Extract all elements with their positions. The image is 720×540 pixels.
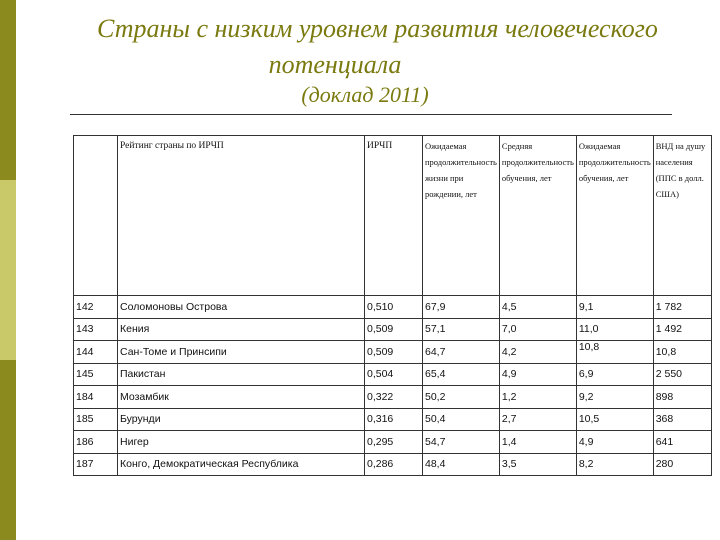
table-cell: 50,2 (423, 386, 500, 409)
header-cell: ВНД на душу населения (ППС в долл. США) (653, 136, 711, 296)
table-cell: 50,4 (423, 408, 500, 431)
table-cell: 0,322 (365, 386, 423, 409)
table-cell: Нигер (118, 431, 365, 454)
table-cell: 0,509 (365, 318, 423, 341)
table-cell: 4,9 (499, 363, 576, 386)
side-bar-bottom (0, 360, 16, 540)
table-cell: 4,2 (499, 341, 576, 364)
table-cell: 0,286 (365, 453, 423, 476)
slide-title-line-3: (доклад 2011) (301, 82, 429, 107)
table-row (74, 431, 712, 454)
table-row (74, 453, 712, 476)
side-bar-middle (0, 180, 16, 360)
table-cell: 368 (653, 408, 711, 431)
table-cell: 145 (74, 363, 118, 386)
table-row (74, 386, 712, 409)
table-row (74, 408, 712, 431)
table-row (74, 363, 712, 386)
table-row (74, 341, 712, 364)
table-cell: Пакистан (118, 363, 365, 386)
table-cell: 1 782 (653, 296, 711, 319)
table-cell: 10,8 (576, 341, 653, 364)
table-cell: 186 (74, 431, 118, 454)
hdi-table (73, 135, 712, 476)
table-cell: 2 550 (653, 363, 711, 386)
table-cell: 54,7 (423, 431, 500, 454)
table-cell: 48,4 (423, 453, 500, 476)
table-cell: 57,1 (423, 318, 500, 341)
table-cell: 4,5 (499, 296, 576, 319)
table-cell: Конго, Демократическая Республика (118, 453, 365, 476)
header-cell (74, 136, 118, 296)
table-cell: 64,7 (423, 341, 500, 364)
table-cell: Мозамбик (118, 386, 365, 409)
table-cell: 0,504 (365, 363, 423, 386)
slide-title-line-1: Страны с низким уровнем развития человеческого (97, 14, 658, 43)
table-cell: 10,5 (576, 408, 653, 431)
table-cell: 9,2 (576, 386, 653, 409)
table-cell: 184 (74, 386, 118, 409)
table-cell: 65,4 (423, 363, 500, 386)
table-cell: 3,5 (499, 453, 576, 476)
table-cell: 142 (74, 296, 118, 319)
table-cell: 9,1 (576, 296, 653, 319)
table-row (74, 296, 712, 319)
table-cell: Соломоновы Острова (118, 296, 365, 319)
table-cell: 641 (653, 431, 711, 454)
table-cell: 185 (74, 408, 118, 431)
table-cell: 7,0 (499, 318, 576, 341)
table-cell: 0,295 (365, 431, 423, 454)
table-cell: 2,7 (499, 408, 576, 431)
header-cell: Рейтинг страны по ИРЧП (118, 136, 365, 296)
table-cell: 8,2 (576, 453, 653, 476)
header-cell: ИРЧП (365, 136, 423, 296)
table-cell: Сан-Томе и Принсипи (118, 341, 365, 364)
header-cell: Ожидаемая продолжительность жизни при рождении, лет (423, 136, 500, 296)
table-cell: 0,509 (365, 341, 423, 364)
table-cell: 1,4 (499, 431, 576, 454)
header-cell: Ожидаемая продолжительность обучения, лет (576, 136, 653, 296)
title-underline (70, 114, 672, 115)
table-cell: 1 492 (653, 318, 711, 341)
table-cell: 4,9 (576, 431, 653, 454)
table-header-row (74, 136, 712, 296)
table-cell: 144 (74, 341, 118, 364)
table-cell: 898 (653, 386, 711, 409)
table-cell: 10,8 (653, 341, 711, 364)
table-cell: 1,2 (499, 386, 576, 409)
table-cell: 0,510 (365, 296, 423, 319)
table-cell: Бурунди (118, 408, 365, 431)
table-cell: 187 (74, 453, 118, 476)
header-cell: Средняя продолжительность обучения, лет (499, 136, 576, 296)
table-row (74, 318, 712, 341)
table-cell: 280 (653, 453, 711, 476)
table-cell: 6,9 (576, 363, 653, 386)
table-cell: 143 (74, 318, 118, 341)
table-cell: Кения (118, 318, 365, 341)
table-cell: 67,9 (423, 296, 500, 319)
table-cell: 11,0 (576, 318, 653, 341)
table-cell: 0,316 (365, 408, 423, 431)
slide-title-line-2: потенциала (268, 50, 402, 79)
